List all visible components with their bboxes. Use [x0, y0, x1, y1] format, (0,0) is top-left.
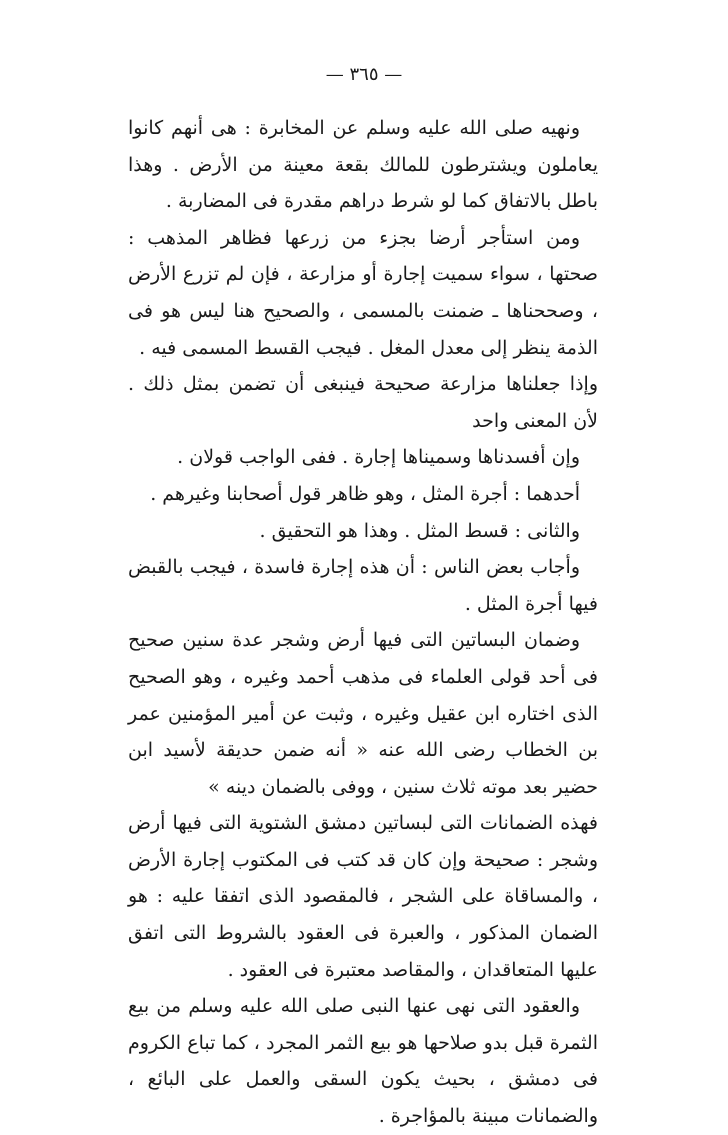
- paragraph-second-opinion: والثانى : قسط المثل . وهذا هو التحقيق .: [259, 519, 580, 542]
- paragraph-mukhabara: ونهيه صلى الله عليه وسلم عن المخابرة : هى أنهم كانوا يعاملون ويشترطون للمالك بقعة معينة من الأرض . وهذا باطل بالاتفاق كما لو شرط دراهم مقدرة فى المضاربة .: [128, 117, 598, 213]
- paragraph-first-opinion: أحدهما : أجرة المثل ، وهو ظاهر قول أصحابنا وغيرهم .: [150, 482, 580, 505]
- body-text: [128, 110, 598, 1135]
- paragraph-response: وأجاب بعض الناس : أن هذه إجارة فاسدة ، فيجب بالقبض فيها أجرة المثل .: [128, 556, 598, 615]
- paragraph-prohibited-contracts: والعقود التى نهى عنها النبى صلى الله عليه وسلم من بيع الثمرة قبل بدو صلاحها هو بيع الثمر المجرد ، كما تباع الكروم فى دمشق ، بحيث يكون السقى والعمل على البائع ، والضمانات مبينة بالمؤاجرة .: [128, 995, 598, 1128]
- paragraph-muzaraa: وإذا جعلناها مزارعة صحيحة فينبغى أن تضمن بمثل ذلك . لأن المعنى واحد: [128, 373, 598, 432]
- paragraph-land-rent: ومن استأجر أرضا بجزء من زرعها فظاهر المذهب : صحتها ، سواء سميت إجارة أو مزارعة ، فإن لم تزرع الأرض ، وصححناها ـ ضمنت بالمسمى ، والصحيح هنا ليس هو فى الذمة ينظر إلى معدل المغل . فيجب القسط المسمى فيه .: [128, 226, 598, 359]
- paragraph-ijara-fasida: وإن أفسدناها وسميناها إجارة . ففى الواجب قولان .: [177, 446, 580, 469]
- paragraph-damascus-orchards: فهذه الضمانات التى لبساتين دمشق الشتوية التى فيها أرض وشجر : صحيحة وإن كان قد كتب فى المكتوب إجارة الأرض ، والمساقاة على الشجر ، فالمقصود الذى اتفقا عليه : هو الضمان المذكور ، والعبرة فى العقود بالشروط التى اتفق عليها المتعاقدان ، والمقاصد معتبرة فى العقود .: [128, 812, 598, 981]
- paragraph-orchards: وضمان البساتين التى فيها أرض وشجر عدة سنين صحيح فى أحد قولى العلماء فى مذهب أحمد وغيره ، وهو الصحيح الذى اختاره ابن عقيل وغيره ، وثبت عن أمير المؤمنين عمر بن الخطاب رضى الله عنه « أنه ضمن حديقة لأسيد ابن حضير بعد موته ثلاث سنين ، ووفى بالضمان دينه »: [128, 629, 598, 798]
- page-number: — ٣٦٥ —: [325, 64, 403, 85]
